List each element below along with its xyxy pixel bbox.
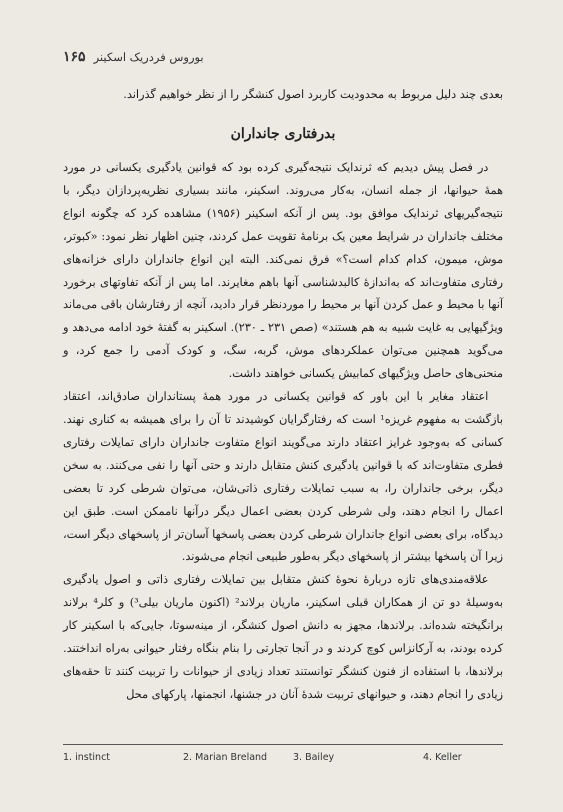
footnote-divider	[63, 744, 503, 745]
footnote: 1. instinct	[63, 752, 111, 763]
header-author: بوروس فردریک اسکینر	[93, 50, 204, 64]
paragraph: علاقه‌مندی‌های تازه دربارهٔ نحوهٔ کنش متقابل بین تمایلات رفتاری ذاتی و اصول یادگیری به‌وسیلهٔ دو تن از همکاران قبلی اسکینر، ماریان برلاند² (اکنون ماریان بیلی³) و کلر⁴ برلاند برانگیخته شده‌اند. برلاندها، مجهز به دانش اصول کنشگر، از مینه‌سوتا، جایی‌که با اسکینر کار کرده بودند، به آرکانزاس کوچ کردند و در آنجا تجارتی را بنام بنگاه رفتار حیوانی به‌راه انداختند. برلاندها، با استفاده از فنون کنشگر توانستند تعداد زیادی از حیوانات را تربیت کنند تا حقه‌های زیادی را انجام دهند، و حیوانهای تربیت شدهٔ آنان در جشنها، انجمنها، پارکهای محل	[63, 573, 503, 701]
paragraph: اعتقاد مغایر با این باور که قوانین یکسانی در مورد همهٔ پستانداران صادق‌اند، اعتقاد بازگشت به مفهوم غریزه¹ است که رفتارگرایان کوشیدند تا آن را برای همیشه به کناری نهند. کسانی که به‌وجود غرایز اعتقاد دارند می‌گویند انواع متفاوت جانداران دارای تمایلات رفتاری فطری متفاوت‌اند که با قوانین یادگیری کنش متقابل دارند و حتی آنها را نفی می‌کنند. به سخن دیگر، برخی جانداران را، به سبب تمایلات رفتاری ذاتی‌شان، می‌توان شرطی کرد تا بعضی اعمال را انجام دهند، ولی شرطی کردن بعضی اعمال دیگر درآنها ناممکن است. طبق این دیدگاه، برای بعضی انواع جانداران شرطی کردن بعضی پاسخها آسان‌تر از پاسخهای دیگر است، زیرا آن پاسخها بیشتر از پاسخهای دیگر به‌طور طبیعی انجام می‌شوند.	[63, 390, 503, 564]
page-number: ۱۶۵	[63, 49, 86, 65]
paragraph: در فصل پیش دیدیم که ثرندایک نتیجه‌گیری کرده بود که قوانین یادگیری یکسانی در مورد همهٔ حیوانها، از جمله انسان، به‌کار می‌روند. اسکینر، مانند بسیاری نظریه‌پردازان دیگر، با نتیجه‌گیریهای ثرندایک موافق بود. پس از آنکه اسکینر (۱۹۵۶) مشاهده کرد که چگونه انواع مختلف جانداران در شرایط معین یک برنامهٔ تقویت عمل کردند، چنین اظهار نظر نمود: «کبوتر، موش، میمون، کدام کدام است؟» فرق نمی‌کند. البته این انواع جانداران دارای خزانه‌های رفتاری متفاوت‌اند که به‌اندازهٔ کالبدشناسی آنها باهم مغایرند. اما پس از آنکه تفاوتهای برخورد آنها با محیط و عمل کردن آنها بر محیط را موردنظر قرار دادید، آنچه از رفتارشان باقی می‌ماند ویژگیهایی به غایت شبیه به هم هستند» (صص ۲۳۱ ـ ۲۳۰). اسکینر به گفتهٔ خود ادامه می‌دهد و می‌گوید همچنین می‌توان عملکردهای موش، گربه، سگ، و کودک آدمی را جمع کرد، و منحنی‌های حاصل ویژگیهای کمابیش یکسانی خواهند داشت.	[63, 161, 504, 381]
footnote: 2. Marian Breland	[183, 752, 268, 763]
intro-line: بعدی چند دلیل مربوط به محدودیت کاربرد اصول کنشگر را از نظر خواهیم گذراند.	[123, 88, 503, 101]
footnote: 4. Keller	[423, 752, 462, 763]
footnote: 3. Bailey	[293, 752, 335, 763]
running-header	[63, 49, 483, 65]
body-text	[63, 157, 503, 707]
section-title: بدرفتاری جانداران	[230, 126, 336, 142]
footnotes	[63, 752, 503, 763]
